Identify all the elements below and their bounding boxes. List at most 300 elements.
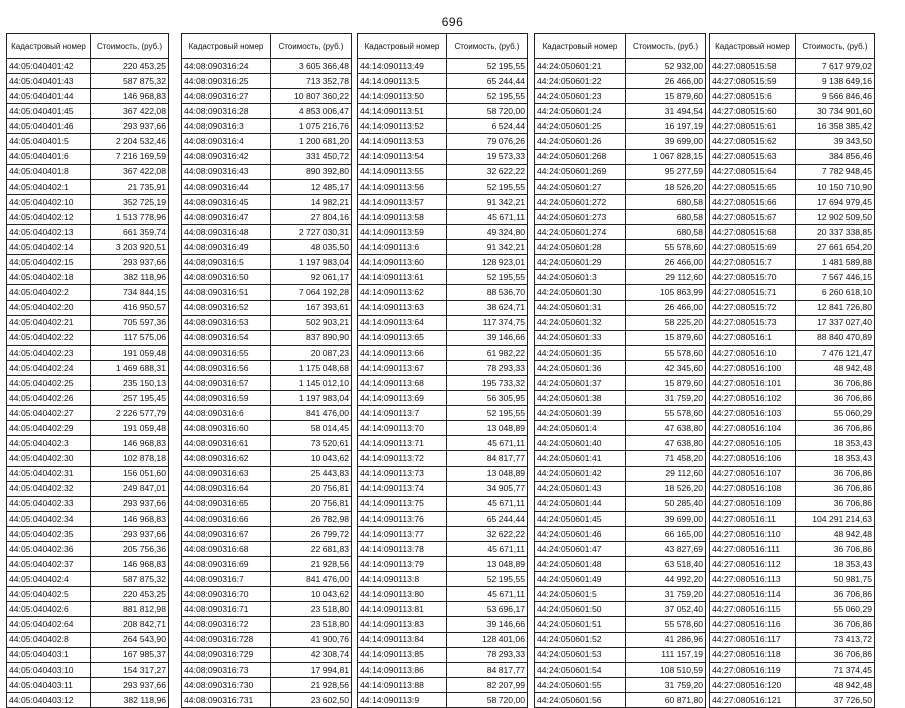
cadastral-number-cell: 44:08:090316:729 (182, 647, 271, 662)
cost-cell: 43 827,69 (626, 542, 706, 557)
table-row (182, 300, 352, 315)
table-row (358, 572, 528, 587)
table-row (182, 557, 352, 572)
cost-cell: 21 928,56 (271, 677, 352, 692)
cadastral-number-cell: 44:27:080516:100 (710, 360, 796, 375)
cost-cell: 32 622,22 (447, 164, 528, 179)
cadastral-number-cell: 44:24:050601:52 (535, 632, 626, 647)
table-row (7, 375, 169, 390)
cost-cell: 128 401,06 (447, 632, 528, 647)
cost-cell: 367 422,08 (91, 104, 169, 119)
cadastral-number-cell: 44:14:090113:66 (358, 345, 447, 360)
table-row (7, 587, 169, 602)
table-row (358, 134, 528, 149)
cadastral-number-cell: 44:14:090113:73 (358, 466, 447, 481)
cost-cell: 73 413,72 (796, 632, 875, 647)
cadastral-number-cell: 44:27:080516:120 (710, 677, 796, 692)
cost-cell: 38 624,71 (447, 300, 528, 315)
cost-cell: 18 353,43 (796, 436, 875, 451)
cadastral-number-cell: 44:05:040402:29 (7, 421, 91, 436)
cost-cell: 156 051,60 (91, 466, 169, 481)
cost-cell: 117 374,75 (447, 315, 528, 330)
cost-cell: 2 204 532,46 (91, 134, 169, 149)
cadastral-number-cell: 44:08:090316:62 (182, 451, 271, 466)
table-row (535, 240, 706, 255)
table-row (358, 149, 528, 164)
page-number: 696 (441, 15, 464, 29)
cost-cell: 20 087,23 (271, 345, 352, 360)
cost-cell: 36 706,86 (796, 391, 875, 406)
cadastral-number-cell: 44:08:090316:64 (182, 481, 271, 496)
table-row (535, 496, 706, 511)
cadastral-number-cell: 44:27:080516:116 (710, 617, 796, 632)
cost-cell: 31 759,20 (626, 587, 706, 602)
header-cost: Стоимость, (руб.) (626, 34, 706, 59)
table-row (182, 209, 352, 224)
cost-cell: 61 982,22 (447, 345, 528, 360)
cost-cell: 9 566 846,46 (796, 89, 875, 104)
cost-cell: 837 890,90 (271, 330, 352, 345)
cost-cell: 71 458,20 (626, 451, 706, 466)
cost-cell: 39 146,66 (447, 330, 528, 345)
cadastral-number-cell: 44:14:090113:80 (358, 587, 447, 602)
cadastral-number-cell: 44:08:090316:45 (182, 194, 271, 209)
cost-cell: 50 285,40 (626, 496, 706, 511)
cost-cell: 88 536,70 (447, 285, 528, 300)
cadastral-number-cell: 44:27:080515:7 (710, 255, 796, 270)
cost-cell: 293 937,66 (91, 496, 169, 511)
table-row (7, 285, 169, 300)
cost-cell: 52 195,55 (447, 179, 528, 194)
cost-cell: 102 878,18 (91, 451, 169, 466)
cost-cell: 84 817,77 (447, 451, 528, 466)
cost-cell: 1 067 828,15 (626, 149, 706, 164)
cadastral-number-cell: 44:27:080516:112 (710, 557, 796, 572)
cadastral-number-cell: 44:05:040402:18 (7, 270, 91, 285)
cadastral-number-cell: 44:08:090316:4 (182, 134, 271, 149)
cadastral-number-cell: 44:27:080515:66 (710, 194, 796, 209)
cadastral-number-cell: 44:24:050601:35 (535, 345, 626, 360)
cost-cell: 47 638,80 (626, 421, 706, 436)
cost-cell: 1 175 048,68 (271, 360, 352, 375)
cost-cell: 58 014,45 (271, 421, 352, 436)
cadastral-number-cell: 44:24:050601:49 (535, 572, 626, 587)
table-row (710, 164, 875, 179)
cadastral-number-cell: 44:27:080515:70 (710, 270, 796, 285)
table-row (7, 692, 169, 707)
cadastral-number-cell: 44:08:090316:55 (182, 345, 271, 360)
cost-cell: 92 061,17 (271, 270, 352, 285)
table-row (710, 134, 875, 149)
table-row (358, 542, 528, 557)
cost-cell: 55 578,60 (626, 240, 706, 255)
table-row (535, 330, 706, 345)
cadastral-number-cell: 44:27:080516:106 (710, 451, 796, 466)
table-row (358, 692, 528, 707)
table-row (710, 255, 875, 270)
cadastral-number-cell: 44:14:090113:79 (358, 557, 447, 572)
cost-cell: 293 937,66 (91, 677, 169, 692)
cost-cell: 220 453,25 (91, 587, 169, 602)
cost-cell: 52 195,55 (447, 406, 528, 421)
cost-cell: 71 374,45 (796, 662, 875, 677)
cost-cell: 60 871,80 (626, 692, 706, 707)
cadastral-number-cell: 44:05:040402:25 (7, 375, 91, 390)
cost-cell: 502 903,21 (271, 315, 352, 330)
cadastral-number-cell: 44:05:040402:35 (7, 526, 91, 541)
cost-cell: 293 937,66 (91, 119, 169, 134)
cost-cell: 65 244,44 (447, 511, 528, 526)
table-row (182, 421, 352, 436)
table-row (182, 526, 352, 541)
cadastral-number-cell: 44:05:040402:36 (7, 542, 91, 557)
cadastral-number-cell: 44:14:090113:9 (358, 692, 447, 707)
table-row (535, 421, 706, 436)
cost-cell: 13 048,89 (447, 421, 528, 436)
header-cadastral-number: Кадастровый номер (535, 34, 626, 59)
cadastral-number-cell: 44:24:050601:42 (535, 466, 626, 481)
cadastral-number-cell: 44:24:050601:274 (535, 225, 626, 240)
cadastral-number-cell: 44:27:080516:1 (710, 330, 796, 345)
cadastral-number-cell: 44:08:090316:68 (182, 542, 271, 557)
cost-cell: 128 923,01 (447, 255, 528, 270)
cadastral-number-cell: 44:27:080516:121 (710, 692, 796, 707)
cost-cell: 293 937,66 (91, 526, 169, 541)
cadastral-number-cell: 44:08:090316:73 (182, 662, 271, 677)
cadastral-number-cell: 44:08:090316:67 (182, 526, 271, 541)
cadastral-number-cell: 44:14:090113:50 (358, 89, 447, 104)
cadastral-number-cell: 44:24:050601:39 (535, 406, 626, 421)
cadastral-number-cell: 44:05:040402:2 (7, 285, 91, 300)
cadastral-number-cell: 44:24:050601:26 (535, 134, 626, 149)
cost-cell: 56 305,95 (447, 391, 528, 406)
cadastral-number-cell: 44:05:040403:10 (7, 662, 91, 677)
cadastral-number-cell: 44:08:090316:52 (182, 300, 271, 315)
cadastral-number-cell: 44:27:080516:102 (710, 391, 796, 406)
cadastral-number-cell: 44:24:050601:3 (535, 270, 626, 285)
cost-cell: 1 481 589,88 (796, 255, 875, 270)
cost-cell: 195 733,32 (447, 375, 528, 390)
header-cost: Стоимость, (руб.) (447, 34, 528, 59)
cost-cell: 48 942,48 (796, 526, 875, 541)
table-row (7, 557, 169, 572)
cadastral-number-cell: 44:24:050601:29 (535, 255, 626, 270)
table-row (358, 89, 528, 104)
cadastral-number-cell: 44:24:050601:268 (535, 149, 626, 164)
cost-cell: 53 696,17 (447, 602, 528, 617)
table-row (358, 677, 528, 692)
cadastral-number-cell: 44:27:080515:67 (710, 209, 796, 224)
table-row (535, 375, 706, 390)
cost-cell: 10 043,62 (271, 587, 352, 602)
cadastral-number-cell: 44:14:090113:61 (358, 270, 447, 285)
cost-cell: 191 059,48 (91, 421, 169, 436)
cadastral-number-cell: 44:24:050601:27 (535, 179, 626, 194)
cadastral-number-cell: 44:14:090113:74 (358, 481, 447, 496)
table-row (358, 300, 528, 315)
cadastral-number-cell: 44:14:090113:6 (358, 240, 447, 255)
cadastral-number-cell: 44:27:080515:73 (710, 315, 796, 330)
table-row (535, 300, 706, 315)
table-row (182, 194, 352, 209)
cadastral-number-cell: 44:27:080515:72 (710, 300, 796, 315)
cadastral-table (6, 33, 169, 708)
table-row (7, 164, 169, 179)
cost-cell: 82 207,99 (447, 677, 528, 692)
cadastral-number-cell: 44:05:040403:12 (7, 692, 91, 707)
table-row (535, 526, 706, 541)
table-row (358, 74, 528, 89)
cost-cell: 12 485,17 (271, 179, 352, 194)
table-row (182, 406, 352, 421)
cost-cell: 15 879,60 (626, 330, 706, 345)
cadastral-number-cell: 44:14:090113:70 (358, 421, 447, 436)
cost-cell: 45 671,11 (447, 209, 528, 224)
cost-cell: 21 928,56 (271, 557, 352, 572)
table-row (710, 270, 875, 285)
cost-cell: 88 840 470,89 (796, 330, 875, 345)
cadastral-number-cell: 44:14:090113:54 (358, 149, 447, 164)
cadastral-number-cell: 44:05:040402:22 (7, 330, 91, 345)
table-row (710, 542, 875, 557)
cost-cell: 32 622,22 (447, 526, 528, 541)
cadastral-number-cell: 44:05:040402:31 (7, 466, 91, 481)
cost-cell: 27 804,16 (271, 209, 352, 224)
cost-cell: 257 195,45 (91, 391, 169, 406)
cost-cell: 55 578,60 (626, 617, 706, 632)
table-row (358, 587, 528, 602)
table-row (710, 119, 875, 134)
cadastral-number-cell: 44:08:090316:731 (182, 692, 271, 707)
cadastral-number-cell: 44:27:080516:111 (710, 542, 796, 557)
cadastral-number-cell: 44:14:090113:57 (358, 194, 447, 209)
table-row (358, 481, 528, 496)
cadastral-number-cell: 44:27:080516:113 (710, 572, 796, 587)
cadastral-number-cell: 44:24:050601:30 (535, 285, 626, 300)
cadastral-number-cell: 44:14:090113:56 (358, 179, 447, 194)
cadastral-table (534, 33, 706, 708)
cost-cell: 17 994,81 (271, 662, 352, 677)
cadastral-number-cell: 44:27:080515:65 (710, 179, 796, 194)
table-row (710, 104, 875, 119)
table-row (710, 300, 875, 315)
table-row (535, 466, 706, 481)
cost-cell: 91 342,21 (447, 194, 528, 209)
cost-cell: 20 756,81 (271, 481, 352, 496)
cadastral-number-cell: 44:24:050601:272 (535, 194, 626, 209)
cost-cell: 47 638,80 (626, 436, 706, 451)
cadastral-number-cell: 44:05:040401:44 (7, 89, 91, 104)
cadastral-number-cell: 44:05:040402:20 (7, 300, 91, 315)
table-row (535, 481, 706, 496)
cost-cell: 78 293,33 (447, 360, 528, 375)
table-row (182, 436, 352, 451)
table-row (358, 225, 528, 240)
cadastral-number-cell: 44:24:050601:37 (535, 375, 626, 390)
cost-cell: 19 573,33 (447, 149, 528, 164)
cost-cell: 881 812,98 (91, 602, 169, 617)
table-row (710, 59, 875, 74)
cadastral-number-cell: 44:05:040402:15 (7, 255, 91, 270)
cost-cell: 841 476,00 (271, 572, 352, 587)
cost-cell: 52 932,00 (626, 59, 706, 74)
cost-cell: 293 937,66 (91, 255, 169, 270)
cost-cell: 26 799,72 (271, 526, 352, 541)
cost-cell: 104 291 214,63 (796, 511, 875, 526)
table-row (7, 225, 169, 240)
cost-cell: 48 942,48 (796, 677, 875, 692)
cadastral-number-cell: 44:24:050601:40 (535, 436, 626, 451)
cadastral-number-cell: 44:05:040402:64 (7, 617, 91, 632)
cost-cell: 58 720,00 (447, 692, 528, 707)
table-row (710, 391, 875, 406)
table-row (535, 587, 706, 602)
header-cost: Стоимость, (руб.) (271, 34, 352, 59)
cost-cell: 1 197 983,04 (271, 391, 352, 406)
table-row (358, 496, 528, 511)
cost-cell: 205 756,36 (91, 542, 169, 557)
cost-cell: 78 293,33 (447, 647, 528, 662)
cadastral-number-cell: 44:24:050601:22 (535, 74, 626, 89)
cost-cell: 37 052,40 (626, 602, 706, 617)
cost-cell: 167 985,37 (91, 647, 169, 662)
table-row (182, 496, 352, 511)
cost-cell: 16 197,19 (626, 119, 706, 134)
cadastral-number-cell: 44:27:080515:68 (710, 225, 796, 240)
table-row (182, 677, 352, 692)
cost-cell: 55 060,29 (796, 406, 875, 421)
cost-cell: 58 225,20 (626, 315, 706, 330)
table-row (710, 587, 875, 602)
table-row (358, 662, 528, 677)
cost-cell: 587 875,32 (91, 74, 169, 89)
cost-cell: 108 510,59 (626, 662, 706, 677)
cost-cell: 734 844,15 (91, 285, 169, 300)
table-row (358, 557, 528, 572)
cost-cell: 29 112,60 (626, 270, 706, 285)
table-row (358, 330, 528, 345)
table-row (182, 240, 352, 255)
cadastral-number-cell: 44:27:080516:107 (710, 466, 796, 481)
cost-cell: 7 782 948,45 (796, 164, 875, 179)
cadastral-number-cell: 44:24:050601:25 (535, 119, 626, 134)
cost-cell: 31 759,20 (626, 391, 706, 406)
table-row (710, 451, 875, 466)
cadastral-number-cell: 44:14:090113:86 (358, 662, 447, 677)
table-row (710, 209, 875, 224)
table-row (7, 345, 169, 360)
table-row (535, 436, 706, 451)
cost-cell: 1 075 216,76 (271, 119, 352, 134)
cost-cell: 50 981,75 (796, 572, 875, 587)
cost-cell: 18 526,20 (626, 481, 706, 496)
cost-cell: 23 518,80 (271, 617, 352, 632)
table-row (358, 375, 528, 390)
cadastral-number-cell: 44:08:090316:49 (182, 240, 271, 255)
cadastral-number-cell: 44:24:050601:47 (535, 542, 626, 557)
cadastral-number-cell: 44:27:080516:110 (710, 526, 796, 541)
cadastral-number-cell: 44:05:040402:26 (7, 391, 91, 406)
table-row (358, 466, 528, 481)
cost-cell: 36 706,86 (796, 421, 875, 436)
table-row (535, 511, 706, 526)
cost-cell: 49 324,80 (447, 225, 528, 240)
table-row (358, 315, 528, 330)
cadastral-number-cell: 44:27:080516:10 (710, 345, 796, 360)
cadastral-number-cell: 44:08:090316:54 (182, 330, 271, 345)
cost-cell: 7 617 979,02 (796, 59, 875, 74)
table-row (7, 542, 169, 557)
cadastral-number-cell: 44:27:080516:119 (710, 662, 796, 677)
cadastral-number-cell: 44:08:090316:24 (182, 59, 271, 74)
cost-cell: 26 466,00 (626, 300, 706, 315)
table-row (7, 59, 169, 74)
table-row (535, 59, 706, 74)
cadastral-number-cell: 44:24:050601:4 (535, 421, 626, 436)
cadastral-number-cell: 44:05:040402:10 (7, 194, 91, 209)
table-row (535, 119, 706, 134)
cost-cell: 713 352,78 (271, 74, 352, 89)
cost-cell: 41 286,96 (626, 632, 706, 647)
cost-cell: 91 342,21 (447, 240, 528, 255)
cost-cell: 13 048,89 (447, 557, 528, 572)
table-row (710, 481, 875, 496)
table-row (358, 270, 528, 285)
cadastral-number-cell: 44:08:090316:6 (182, 406, 271, 421)
table-row (182, 587, 352, 602)
cost-cell: 36 706,86 (796, 481, 875, 496)
cadastral-number-cell: 44:05:040402:32 (7, 481, 91, 496)
cost-cell: 12 841 726,80 (796, 300, 875, 315)
table-row (7, 255, 169, 270)
cost-cell: 31 494,54 (626, 104, 706, 119)
cadastral-number-cell: 44:24:050601:273 (535, 209, 626, 224)
cost-cell: 249 847,01 (91, 481, 169, 496)
table-row (535, 134, 706, 149)
header-cadastral-number: Кадастровый номер (182, 34, 271, 59)
table-row (7, 270, 169, 285)
cost-cell: 39 146,66 (447, 617, 528, 632)
cadastral-number-cell: 44:05:040401:6 (7, 149, 91, 164)
table-row (535, 617, 706, 632)
cost-cell: 7 064 192,28 (271, 285, 352, 300)
table-row (182, 345, 352, 360)
cost-cell: 680,58 (626, 194, 706, 209)
table-row (710, 285, 875, 300)
table-row (358, 119, 528, 134)
table-row (7, 526, 169, 541)
table-row (7, 119, 169, 134)
cadastral-number-cell: 44:24:050601:51 (535, 617, 626, 632)
cadastral-number-cell: 44:24:050601:36 (535, 360, 626, 375)
cadastral-number-cell: 44:27:080516:114 (710, 587, 796, 602)
table-row (358, 451, 528, 466)
table-row (7, 617, 169, 632)
cadastral-number-cell: 44:08:090316:65 (182, 496, 271, 511)
table-row (535, 285, 706, 300)
cost-cell: 48 035,50 (271, 240, 352, 255)
cost-cell: 10 150 710,90 (796, 179, 875, 194)
cost-cell: 661 359,74 (91, 225, 169, 240)
table-row (182, 542, 352, 557)
cadastral-number-cell: 44:05:040402:6 (7, 602, 91, 617)
cost-cell: 52 195,55 (447, 89, 528, 104)
table-row (182, 179, 352, 194)
cost-cell: 23 602,50 (271, 692, 352, 707)
table-row (7, 496, 169, 511)
table-row (710, 375, 875, 390)
table-row (710, 526, 875, 541)
